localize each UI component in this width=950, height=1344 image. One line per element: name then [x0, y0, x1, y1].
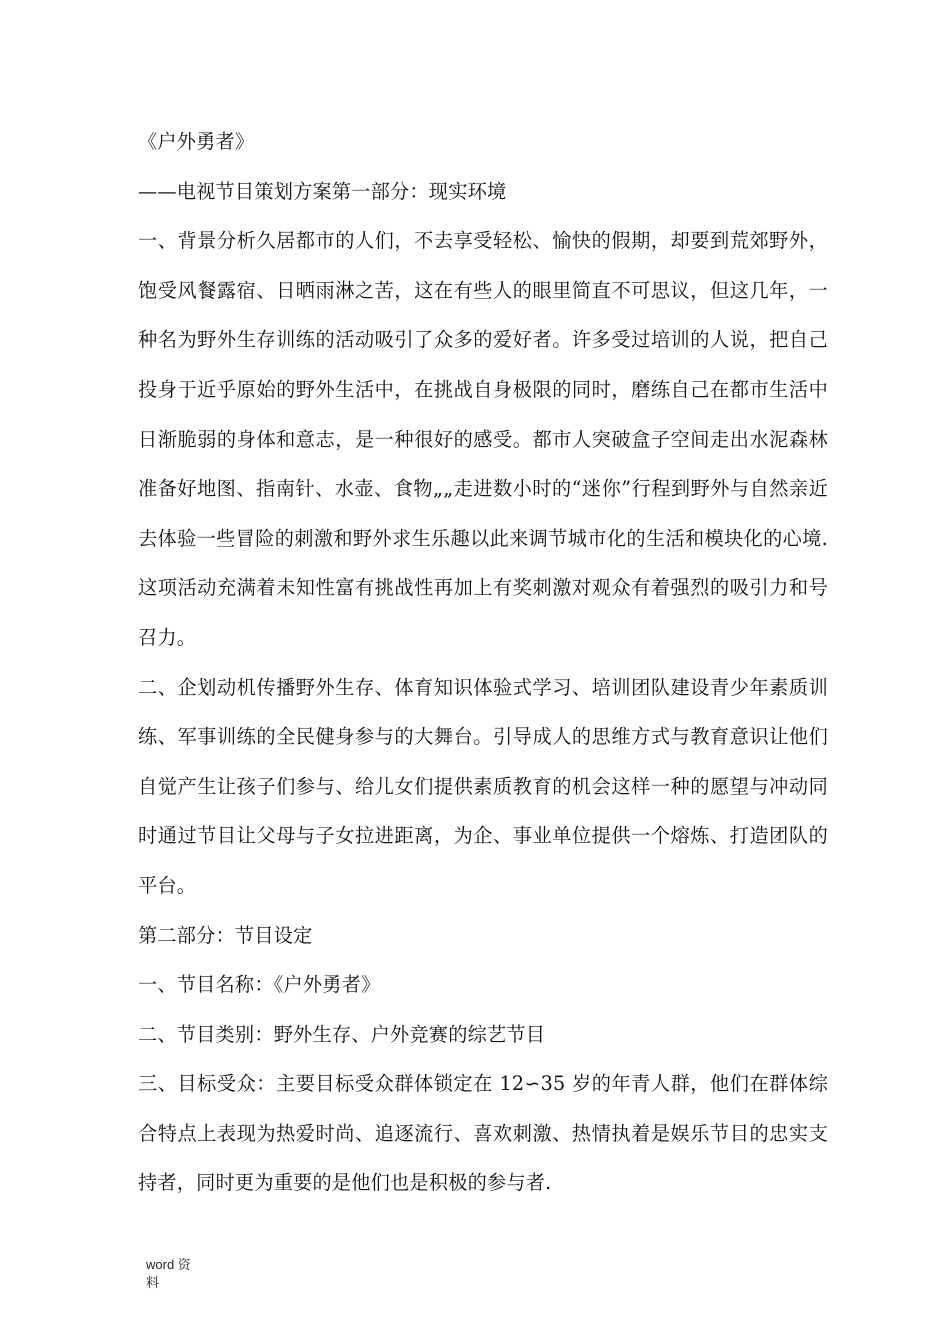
paragraph-program-name: 一、节目名称：《户外勇者》 [138, 973, 381, 997]
paragraph-program-category: 二、节目类别：野外生存、户外竞赛的综艺节目 [138, 1022, 546, 1046]
paragraph-target-audience: 三、目标受众：主要目标受众群体锁定在 12∽35 岁的年青人群，他们在群体综合特点上表现为热爱时尚、追逐流行、喜欢刺激、热情执着是娱乐节目的忠实支持者，同时更为重要的是他们也是积极的参与者. [138, 1072, 828, 1195]
section-heading-part-two: 第二部分：节目设定 [138, 923, 313, 947]
paragraph-background: 一、背景分析久居都市的人们，不去享受轻松、愉快的假期，却要到荒郊野外，饱受风餐露宿、日晒雨淋之苦，这在有些人的眼里简直不可思议，但这几年，一种名为野外生存训练的活动吸引了众多的爱好者。许多受过培训的人说，把自己投身于近乎原始的野外生活中，在挑战自身极限的同时，磨练自己在都市生活中日渐脆弱的身体和意志，是一种很好的感受。都市人突破盒子空间走出水泥森林准备好地图、指南针、水壶、食物„„走进数小时的“迷你”行程到野外与自然亲近去体验一些冒险的刺激和野外求生乐趣以此来调节城市化的生活和模块化的心境.这项活动充满着未知性富有挑战性再加上有奖刺激对观众有着强烈的吸引力和号召力。 [138, 229, 828, 649]
document-title: 《户外勇者》 [138, 130, 255, 153]
document-body [138, 117, 828, 1208]
footer-line-2: 料 [146, 1275, 160, 1290]
document-subtitle: ——电视节目策划方案第一部分：现实环境 [138, 179, 507, 203]
paragraph-motivation: 二、企划动机传播野外生存、体育知识体验式学习、培训团队建设青少年素质训练、军事训练的全民健身参与的大舞台。引导成人的思维方式与教育意识让他们自觉产生让孩子们参与、给儿女们提供素质教育的机会这样一种的愿望与冲动同时通过节目让父母与子女拉进距离，为企、事业单位提供一个熔炼、打造团队的平台。 [138, 675, 828, 897]
page-footer [146, 1256, 206, 1292]
footer-line-1: word 资 [146, 1257, 191, 1272]
